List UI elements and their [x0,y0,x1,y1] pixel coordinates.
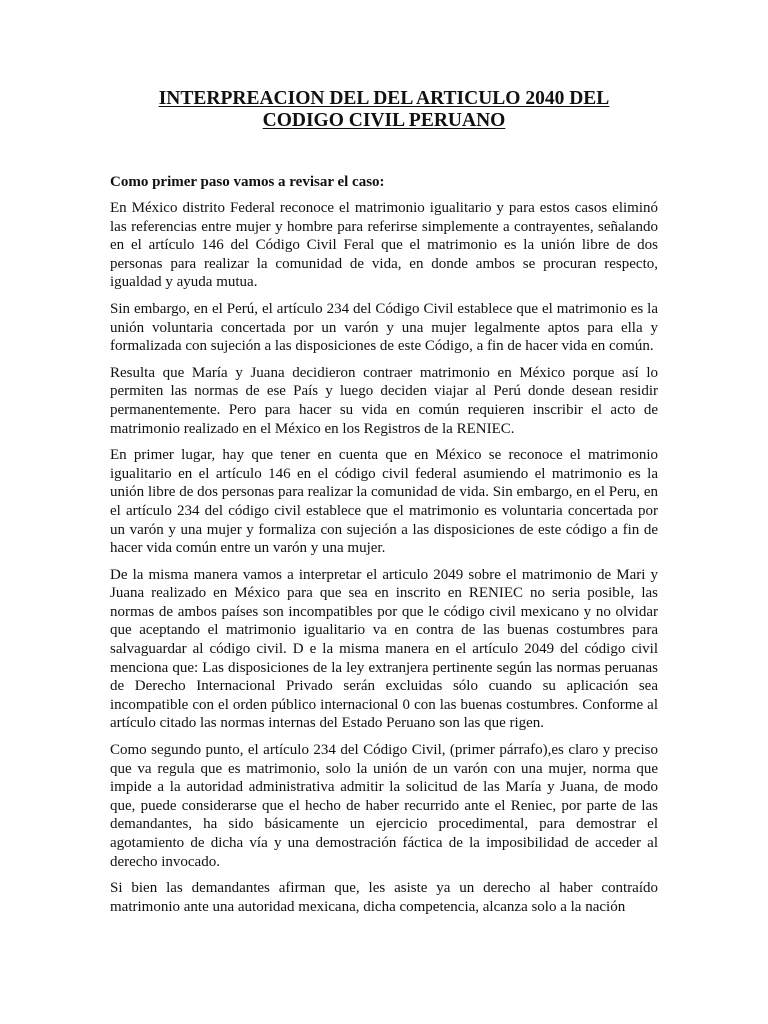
paragraph-3: Resulta que María y Juana decidieron contraer matrimonio en México porque así lo permiten las normas de ese País y luego deciden viajar al Perú donde desean residir permanentemente. Pero para hacer su vida en común requieren inscribir el acto de matrimonio realizado en el México en los Registros de la RENIEC. [110,364,658,437]
paragraph-2: Sin embargo, en el Perú, el artículo 234 del Código Civil establece que el matrimonio es la unión voluntaria concertada por un varón y una mujer legalmente aptos para ella y formalizada con sujeción a las disposiciones de este Código, a fin de hacer vida en común. [110,300,658,355]
document-title [110,88,658,132]
paragraph-4: En primer lugar, hay que tener en cuenta que en México se reconoce el matrimonio igualitario en el artículo 146 en el código civil federal asumiendo el matrimonio es la unión libre de dos personas para realizar la comunidad de vida. Sin embargo, en el Peru, en el artículo 234 del código civil establece que el matrimonio es voluntaria concertada por un varón y una mujer y formaliza con sujeción a las disposiciones de este código a fin de hacer vida común entre un varón y una mujer. [110,447,658,557]
paragraph-5: De la misma manera vamos a interpretar el articulo 2049 sobre el matrimonio de Mari y Juana realizado en México para que sea en inscrito en RENIEC no seria posible, las normas de ambos países son incompatibles por que le código civil mexicano y no olvidar que aceptando el matrimonio igualitario va en contra de las buenas costumbres para salvaguardar al código civil. D e la misma manera en el artículo 2049 del código civil menciona que: Las disposiciones de la ley extranjera pertinente según las normas peruanas de Derecho Internacional Privado serán excluidas sólo cuando su aplicación sea incompatible con el orden público internacional 0 con las buenas costumbres. Conforme al artículo citado las normas internas del Estado Peruano son las que rigen. [110,566,658,732]
section-heading: Como primer paso vamos a revisar el caso: [110,174,385,190]
paragraph-1: En México distrito Federal reconoce el matrimonio igualitario y para estos casos eliminó las referencias entre mujer y hombre para referirse simplemente a contrayentes, señalando en el artículo 146 del Código Civil Feral que el matrimonio es la unión libre de dos personas para realizar la comunidad de vida, en donde ambos se procuran respecto, igualdad y ayuda mutua. [110,200,658,291]
document-title-line-2: CODIGO CIVIL PERUANO [262,110,506,131]
paragraph-6: Como segundo punto, el artículo 234 del Código Civil, (primer párrafo),es claro y preciso que va regula que es matrimonio, solo la unión de un varón con una mujer, norma que impide a la autoridad administrativa admitir la solicitud de las María y Juana, de modo que, puede considerarse que el hecho de haber recurrido ante el Reniec, por parte de las demandantes, ha sido básicamente un ejercicio procedimental, para demostrar el agotamiento de dicha vía y una demostración fáctica de la imposibilidad de acceder al derecho invocado. [110,742,658,870]
document-title-line-1: INTERPREACION DEL DEL ARTICULO 2040 DEL [158,88,610,109]
paragraph-7: Si bien las demandantes afirman que, les asiste ya un derecho al haber contraído matrimonio ante una autoridad mexicana, dicha competencia, alcanza solo a la nación [110,880,658,915]
document-body [110,173,658,924]
